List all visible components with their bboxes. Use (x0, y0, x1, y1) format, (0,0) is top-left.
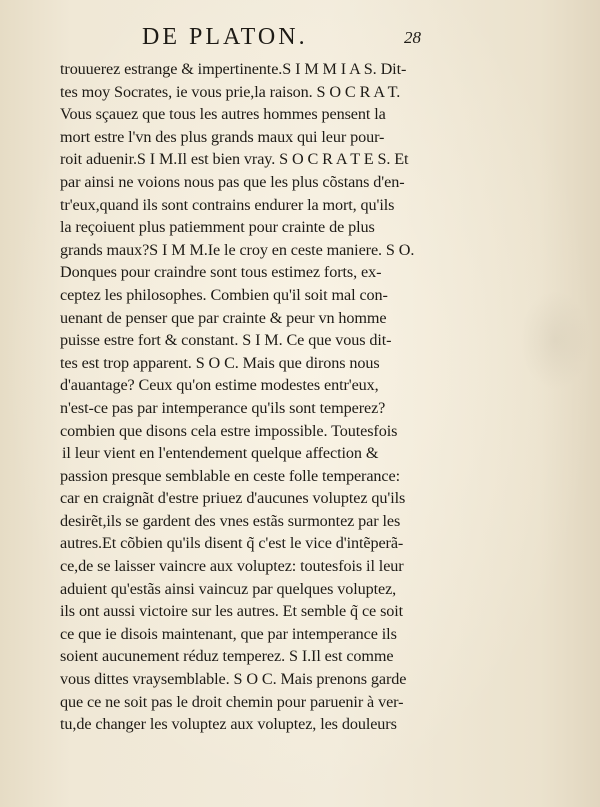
text-line: passion presque semblable en ceste folle temperance: (60, 466, 400, 485)
text-line: ils ont aussi victoire sur les autres. Et semble q̃ ce soit (60, 602, 404, 621)
text-line: desirẽt,ils se gardent des vnes estãs surmontez par les (60, 511, 401, 530)
running-title: DE PLATON. (142, 24, 308, 50)
page-number: 28 (404, 28, 421, 47)
text-line: roit aduenir.S I M.Il est bien vray. S O C R A T E S. Et (60, 150, 409, 169)
text-line: trouuerez estrange & impertinente.S I M M I A S. Dit- (60, 60, 407, 78)
text-line: n'est-ce pas par intemperance qu'ils sont temperez? (60, 398, 386, 417)
text-line: uenant de penser que par crainte & peur vn homme (60, 308, 387, 327)
text-line: aduient qu'estãs ainsi vaincuz par quelques voluptez, (60, 579, 397, 598)
text-line: mort estre l'vn des plus grands maux qui leur pour- (60, 127, 385, 146)
text-line: Vous sçauez que tous les autres hommes pensent la (60, 105, 386, 124)
text-line: ce que ie disois maintenant, que par intemperance ils (60, 624, 397, 643)
page-header (0, 24, 600, 54)
text-line: ceptez les philosophes. Combien qu'il soit mal con- (60, 285, 388, 304)
text-line: soient aucunement réduz temperez. S I.Il est comme (60, 647, 394, 666)
text-line: tes moy Socrates, ie vous prie,la raison. S O C R A T. (60, 82, 401, 101)
text-line: grands maux?S I M M.Ie le croy en ceste maniere. S O. (60, 240, 415, 259)
body-text (60, 58, 440, 736)
text-line: il leur vient en l'entendement quelque affection & (62, 444, 379, 463)
text-line: vous dittes vraysemblable. S O C. Mais prenons garde (60, 670, 407, 689)
text-line: tes est trop apparent. S O C. Mais que dirons nous (60, 353, 380, 372)
text-line: par ainsi ne voions nous pas que les plus cõstans d'en- (60, 172, 405, 191)
text-line: que ce ne soit pas le droit chemin pour paruenir à ver- (60, 692, 404, 711)
text-line: autres.Et cõbien qu'ils disent q̃ c'est le vice d'intẽperã- (60, 534, 404, 553)
show-through-stain (520, 290, 590, 390)
text-line: Donques pour craindre sont tous estimez forts, ex- (60, 263, 382, 282)
text-line: combien que disons cela estre impossible. Toutesfois (60, 421, 398, 440)
text-line: ce,de se laisser vaincre aux voluptez: toutesfois il leur (60, 557, 404, 576)
text-line: tu,de changer les voluptez aux voluptez, les douleurs (60, 715, 397, 734)
text-line: d'auantage? Ceux qu'on estime modestes entr'eux, (60, 376, 379, 395)
text-line: tr'eux,quand ils sont contrains endurer la mort, qu'ils (60, 195, 395, 214)
text-line: puisse estre fort & constant. S I M. Ce que vous dit- (60, 331, 392, 350)
text-line: car en craignãt d'estre priuez d'aucunes voluptez qu'ils (60, 489, 406, 508)
text-line: la reçoiuent plus patiemment pour crainte de plus (60, 218, 375, 237)
